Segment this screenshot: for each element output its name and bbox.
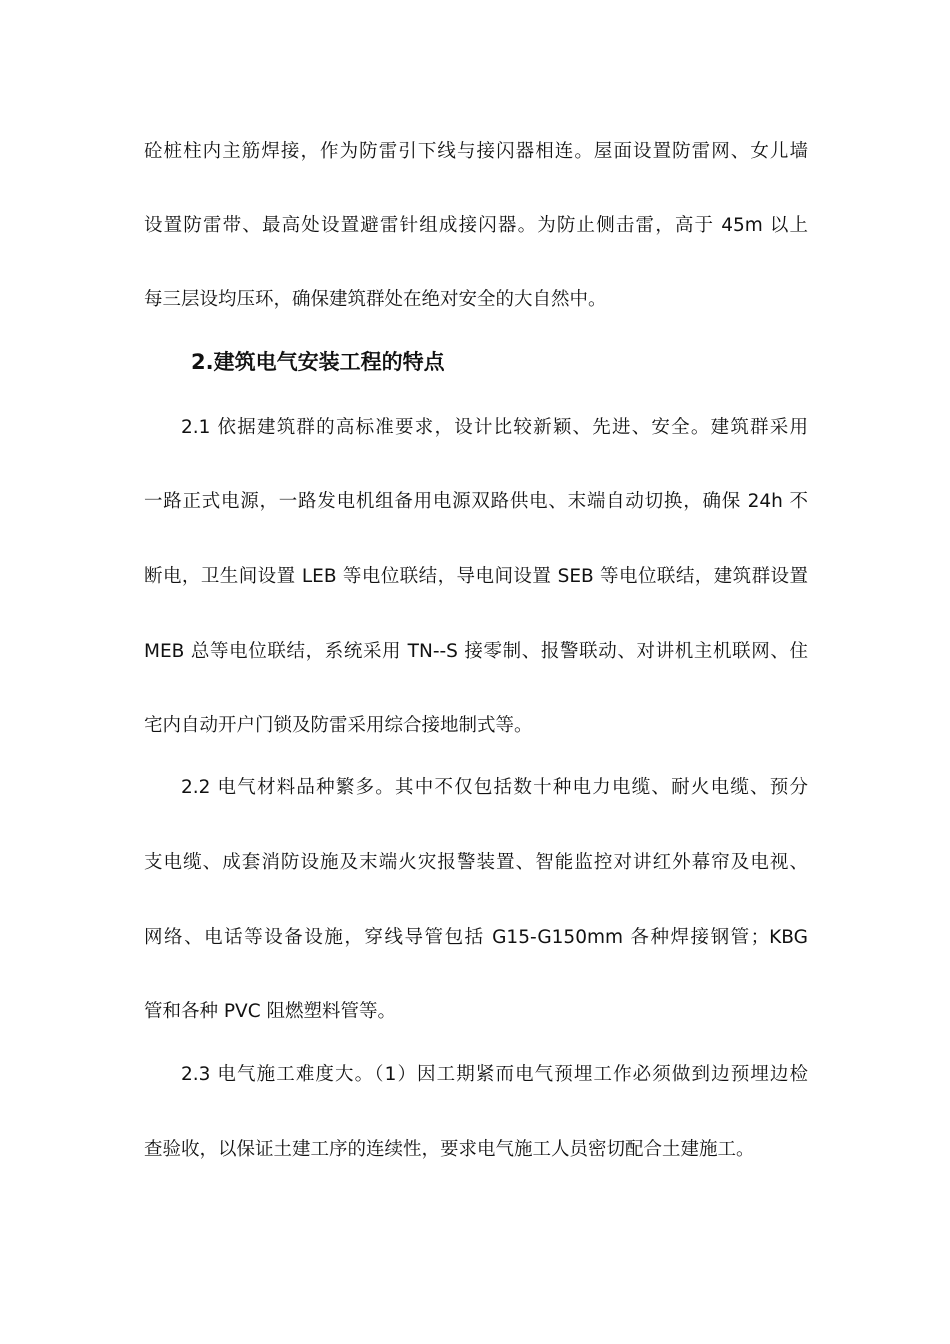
intro-line-1: 砼桩柱内主筋焊接，作为防雷引下线与接闪器相连。屋面设置防雷网、女儿墙 (144, 141, 808, 162)
para-2-1-line-4: MEB 总等电位联结，系统采用 TN--S 接零制、报警联动、对讲机主机联网、住 (144, 641, 808, 662)
para-2-2-line-2: 支电缆、成套消防设施及末端火灾报警装置、智能监控对讲红外幕帘及电视、 (144, 852, 808, 873)
para-2-2-line-3: 网络、电话等设备设施，穿线导管包括 G15-G150mm 各种焊接钢管；KBG (144, 927, 808, 948)
para-2-3-line-1: 2.3 电气施工难度大。（1）因工期紧而电气预埋工作必须做到边预埋边检 (181, 1064, 808, 1085)
para-2-2-line-1: 2.2 电气材料品种繁多。其中不仅包括数十种电力电缆、耐火电缆、预分 (181, 777, 808, 798)
para-2-2-line-4: 管和各种 PVC 阻燃塑料管等。 (144, 1001, 396, 1022)
intro-line-3: 每三层设均压环，确保建筑群处在绝对安全的大自然中。 (144, 289, 607, 310)
intro-line-2: 设置防雷带、最高处设置避雷针组成接闪器。为防止侧击雷，高于 45m 以上 (144, 215, 808, 236)
para-2-1-line-1: 2.1 依据建筑群的高标准要求，设计比较新颖、先进、安全。建筑群采用 (181, 417, 808, 438)
para-2-3-line-2: 查验收，以保证土建工序的连续性，要求电气施工人员密切配合土建施工。 (144, 1139, 755, 1160)
section-heading: 2.建筑电气安装工程的特点 (191, 350, 445, 374)
para-2-1-line-2: 一路正式电源，一路发电机组备用电源双路供电、末端自动切换，确保 24h 不 (144, 491, 808, 512)
para-2-1-line-5: 宅内自动开户门锁及防雷采用综合接地制式等。 (144, 715, 533, 736)
para-2-1-line-3: 断电，卫生间设置 LEB 等电位联结，导电间设置 SEB 等电位联结，建筑群设置 (144, 566, 808, 587)
